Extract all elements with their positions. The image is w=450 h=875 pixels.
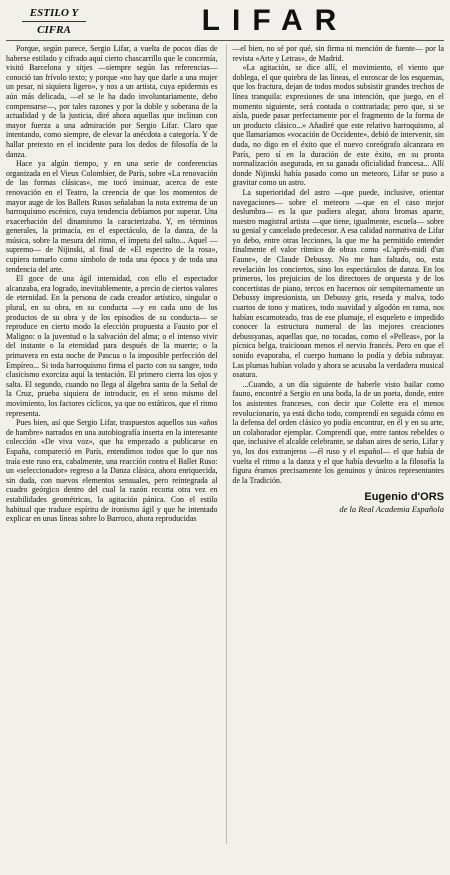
paragraph: Pues bien, así que Sergio Lifar, traspuestos aquellos sus «años de hambre» narrados en una autobiografía inserta en la interesante colección «De viva voz», que ha empezado a publicarse en España, compareció en París, entendimos todos que lo que nos traía este ruso era, cabalmente, una reacción contra el Ballet Ruso: un «seleccionador» regreso a la Danza clásica, ahora enriquecida, sin duda, con nuevos elementos sensuales, pero reintegrada al cuadro geórgico dentro del cual la razón recorta otra vez en estabilidades geométricas, la agitación pánica. Con el estilo habitual que traduce espíritu de ironismo ágil y que he intentado explicar en unas líneas sobre lo Barroco, ahora reproducidas [6,418,218,524]
article-body [6,44,444,844]
article-header [6,4,444,41]
paragraph: Hace ya algún tiempo, y en una serie de conferencias organizada en el Vieux Colombier, de París, sobre «La renovación de las formas clásicas», me tocó insinuar, acerca de este renovación en el Teatro, la creencia de que los momentos de mayor auge de los Ballets Rusos señalaban la nota extrema de un barroquismo escénico, cuya tendencia debíamos por superar. Una exacerbación del dinamismo la caracterizaba. Y, en términos generales, la primacía, en el espectáculo, de la danza, de la música, sobre la mesura del ritmo, el ímpetu del salto... Aquel —supremo— de Nijinski, al final de «El espectro de la rosa», cupiera tomarlo como símbolo de toda una época y de toda una tendencia del arte. [6,159,218,274]
paragraph: «La agitación, se dice allí, el movimiento, el viento que doblega, el que quiebra de las líneas, el enroscar de los esquemas, que los fractura, dejan de todos modos subsistir grandes trechos de línea tranquila: expresiones de una intención, que juego, en el momento siguiente, será contada o contrariada; pero que, si se aísla, puede pasar perfectamente por el fragmento de la forma de un producto clásico...» Añadiré que este relativo barroquismo, al que llamaríamos «vocación de Occidente», debió de intervenir, sin duda, no digo en el éxito que el nuevo coreógrafo alcanzara en París, pero sí en la duración de este éxito, en su pronta normalización asegurada, en su ganada oficialidad francesa... Allí donde Nijinski había pasado como un meteoro, Lifar se puso a gravitar como un astro. [232,63,444,188]
right-column [226,44,445,844]
author-signature: Eugenio d'ORS [364,491,444,504]
paragraph: Porque, según parece, Sergio Lifar, a vuelta de pocos días de haberse estilado y cifrado aquí cierto chascarrillo que le concernía, visitó Barcelona y sitjes —siempre según las referencias— conoció tan frívolo texto; y porque «no hay que darle a una mujer un pesar, ni siquiera ligero», y nos a un artista, cuya epidermis es aún más delicada, —el se le ha dado involuntariamente, debo compensarse—, por tales razones y por la doble y soberana de la actualidad y de la justicia, diré ahora aquellas que inclinan con mayor fuerza a una admiración por Sergio Lifar. Claro que intentando, como siempre, de elevar la anécdota a categoría. Y de hallar pretexto en el incidente para los dedos de filosofía de la danza. [6,44,218,159]
paragraph: El goce de una ágil intensidad, con ello el espectador alcanzaba, era logrado, inevitablemente, a precio de ciertos valores de eternidad. En la persona de cada creador artístico, singular o plural, en su obra, en su conducta —y en cada uno de los productos de su obra y de los episodios de su conducta— se reproduce en cierto modo la elección propuesta a Fausto por el Maligno: o la juventud o la salvación del alma; o el intenso vivir del instante o la eternidad para después de la muerte; o la primavera en esta noche de Pascua o la imposible perfección del Empíreo... Si toda barroquismo firma el pacto con su sangre, todo clasicismo exorciza aquí la tentación. El primero cierra los ojos y salta. El segundo, cuando no llega al álgebra santa de la Señal de la Cruz, prueba siquiera de introducir, en el seno mismo del movimiento, los factores cíclicos, ya que no estáticos, que el ritmo representa. [6,274,218,418]
left-column [6,44,218,844]
section-label-line1: ESTILO Y [29,7,79,19]
section-label-line2: CIFRA [37,24,71,36]
author-affiliation: de la Real Academia Española [339,503,444,514]
section-label [14,6,94,37]
paragraph: La superioridad del astro —que puede, inclusive, orientar navegaciones— sobre el meteoro —que en el caso mejor deslumbra— es la que pudiera alegar, ahora bromas aparte, nuestro magistral artista —que tiene, igualmente, escuela— sobre su genial y cancelado predecesor. A esa calidad normativa de Lifar yo debo, entre otras lecciones, la que me ha permitido entender finalmente el valor rítmico de obras como «L'après-midi d'un Faune», de Claude Debussy. No me han faltado, no, esta revelación los conciertos, sino los espectáculos de danza. En los primeros, los prejuicios de los directores de orquesta y de los concertistas de piano, tercos en hacernos oír sempiternamente un Debussy impresionista, un Debussy gris, reseda y malva, todo cuartos de tono y matices, todo suavidad y algodón en rama, nos habían escamoteado, tras de ese plumaje, el esqueleto e impedido conocer la estructura numeral de las mejores creaciones debussyanas, aquellas que, no tocadas, como el «Pelleas», por la pícnica belga, traicionan menos el nervio francés. Pero en que el sonido evaporaba, el cuerpo humano lo podía y debía subrayar. Las plumas habían volado y ahora se acusaba la verdadera musical osatura. [232,187,444,380]
paragraph: ...Cuando, a un día siguiente de haberle visto bailar como fauno, encontré a Sergio en una boda, la de un poeta, donde, entre los asistentes franceses, con decir que Colette era el menos revolucionario, ya está dicho todo, comprendí en seguida cómo en la defensa del orden clásico yo podía encontrar, en él y en su arte, un colaborador ejemplar. Comprendí que, entre tantos rebeldes o que, inclusive el alcalde celebrante, se daban aires de serio, Lifar y yo, los dos extranjeros —él ruso y el español— el que había de vuelta el ritmo a la danza y el que había devuelto a la filosofía la figura éramos precisamente los genuinos y únicos representantes de la Tradición. [232,379,444,485]
paragraph: —el bien, no sé por qué, sin firma ni mención de fuente— por la revista «Arte y Letras», de Madrid. [232,44,444,63]
section-label-rule [22,21,86,22]
article-title: LIFAR [201,4,349,37]
